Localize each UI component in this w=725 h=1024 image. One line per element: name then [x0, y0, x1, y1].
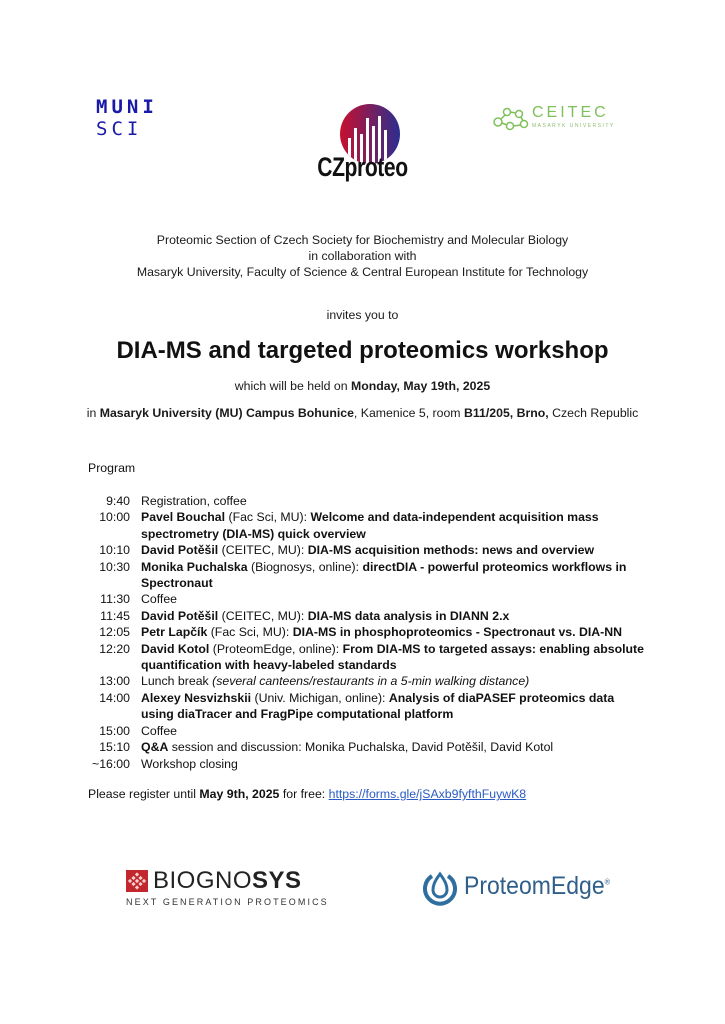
program-text: Coffee: [141, 592, 178, 607]
program-description: [141, 591, 648, 607]
venue-line: [0, 406, 725, 420]
biognosys-name-thin: BIOGNO: [153, 867, 253, 894]
program-time: 11:30: [100, 592, 130, 607]
workshop-title: DIA-MS and targeted proteomics workshop: [116, 337, 609, 364]
program-time: 13:00: [99, 674, 130, 689]
program-row: [88, 493, 648, 509]
program-description: [141, 690, 648, 723]
program-affiliation: (CEITEC, MU):: [218, 543, 308, 558]
program-time: 14:00: [99, 690, 130, 705]
program-talk-title: DIA-MS data analysis in DIANN 2.x: [307, 608, 510, 623]
program-affiliation: (Univ. Michigan, online):: [251, 690, 389, 705]
program-heading: Program: [88, 461, 136, 475]
program-row: [88, 641, 648, 674]
program-speaker: Petr Lapčík: [141, 625, 208, 640]
program-row: [88, 559, 648, 592]
program-talk-title: DIA-MS acquisition methods: news and overview: [307, 543, 595, 558]
biognosys-tagline: NEXT GENERATION PROTEOMICS: [126, 897, 329, 907]
biognosys-mark-icon: [126, 870, 148, 892]
event-date: Monday, May 19th, 2025: [351, 379, 491, 393]
program-text: Coffee: [141, 723, 178, 738]
program-description: [141, 509, 648, 542]
program-speaker: Alexey Nesvizhskii: [141, 690, 252, 705]
program-row: [88, 739, 648, 755]
program-affiliation: (Biognosys, online):: [247, 559, 363, 574]
program-row: [88, 673, 648, 689]
program-speaker: Monika Puchalska: [141, 559, 248, 574]
program-description: [141, 608, 648, 624]
registered-mark: ®: [604, 877, 611, 887]
program-time: 11:45: [100, 608, 130, 623]
program-row: [88, 756, 648, 772]
program-text: session and discussion: Monika Puchalska, David Potěšil, David Kotol: [168, 740, 554, 755]
program-row: [88, 690, 648, 723]
program-time: 10:10: [99, 543, 130, 558]
program-talk-title: From DIA-MS to targeted assays: enabling absolute quantification with heavy-labeled standards: [141, 641, 644, 673]
date-prefix: which will be held on: [234, 379, 351, 393]
program-description: [141, 493, 648, 509]
program-time: ~16:00: [92, 756, 130, 771]
program-description: [141, 641, 648, 674]
registration-deadline: May 9th, 2025: [199, 787, 280, 801]
program-time: 12:20: [99, 641, 130, 656]
program-talk-title: Welcome and data-independent acquisition mass spectrometry (DIA-MS) quick overview: [141, 510, 599, 541]
program-description: [141, 723, 648, 739]
program-row: [88, 591, 648, 607]
proteomedge-name-text: ProteomEdge: [464, 872, 605, 900]
biognosys-name: [153, 867, 302, 895]
program-row: [88, 608, 648, 624]
venue-room: B11/205, Brno,: [463, 406, 549, 420]
registration-text: for free:: [279, 787, 329, 801]
program-talk-title: DIA-MS in phosphoproteomics - Spectronaut vs. DIA-NN: [292, 625, 622, 640]
program-description: [141, 739, 648, 755]
organizer-line1: Proteomic Section of Czech Society for Biochemistry and Molecular Biology: [156, 233, 569, 247]
program-description: [141, 559, 648, 592]
program-time: 15:00: [99, 723, 130, 738]
invite-text: invites you to: [326, 308, 399, 322]
program-talk-title: Analysis of diaPASEF proteomics data using diaTracer and FragPipe computational platform: [141, 690, 615, 722]
program-description: [141, 542, 648, 558]
ceitec-logo-subtext: MASARYK UNIVERSITY: [532, 123, 615, 129]
program-description: [141, 756, 648, 772]
muni-logo-line2: SCI: [96, 118, 143, 140]
program-affiliation: (CEITEC, MU):: [218, 608, 308, 623]
program-text: Workshop closing: [141, 756, 238, 771]
program-time: 12:05: [99, 625, 130, 640]
program-affiliation: (Fac Sci, MU):: [225, 510, 311, 525]
program-speaker: Pavel Bouchal: [141, 510, 226, 525]
venue-text: Czech Republic: [548, 406, 639, 420]
program-speaker: Q&A: [141, 740, 169, 755]
program-text: Registration, coffee: [141, 494, 247, 508]
ceitec-molecule-icon: [492, 106, 530, 132]
biognosys-name-bold: SYS: [252, 867, 302, 894]
program-speaker: David Potěšil: [141, 543, 219, 558]
program-time: 10:30: [99, 559, 130, 574]
date-line: [0, 379, 725, 393]
program-list: [88, 493, 648, 772]
program-row: [88, 509, 648, 542]
organizer-line2: in collaboration with: [308, 249, 417, 263]
organizer-line3: Masaryk University, Faculty of Science & Central European Institute for Technology: [136, 265, 589, 279]
program-row: [88, 624, 648, 640]
program-note: (several canteens/restaurants in a 5-min walking distance): [212, 674, 530, 689]
program-time: 10:00: [99, 510, 130, 525]
muni-sci-logo: [96, 96, 158, 140]
ceitec-logo-text: CEITEC: [532, 104, 609, 121]
venue-text: in: [86, 406, 100, 420]
program-speaker: David Kotol: [141, 641, 210, 656]
organizer-text: [0, 232, 725, 280]
program-time: 9:40: [106, 494, 130, 508]
czproteo-logo-text: CZproteo: [317, 152, 408, 182]
proteomedge-drop-icon: [420, 868, 460, 908]
program-affiliation: (Fac Sci, MU):: [207, 625, 293, 640]
program-row: [88, 723, 648, 739]
proteomedge-name: [464, 872, 610, 901]
program-speaker: David Potěšil: [141, 608, 219, 623]
program-row: [88, 542, 648, 558]
registration-link[interactable]: https://forms.gle/jSAxb9fyfthFuywK8: [328, 787, 527, 801]
venue-campus: Masaryk University (MU) Campus Bohunice: [99, 406, 354, 420]
registration-line: [88, 787, 526, 801]
program-time: 15:10: [99, 740, 130, 755]
program-talk-title: directDIA - powerful proteomics workflows in Spectronaut: [141, 559, 627, 591]
program-affiliation: (ProteomEdge, online):: [209, 641, 343, 656]
program-description: [141, 624, 648, 640]
venue-text: , Kamenice 5, room: [353, 406, 464, 420]
muni-logo-line1: MUNI: [96, 96, 158, 118]
program-text: Lunch break: [141, 674, 213, 689]
registration-text: Please register until: [88, 787, 200, 801]
program-description: [141, 673, 648, 689]
